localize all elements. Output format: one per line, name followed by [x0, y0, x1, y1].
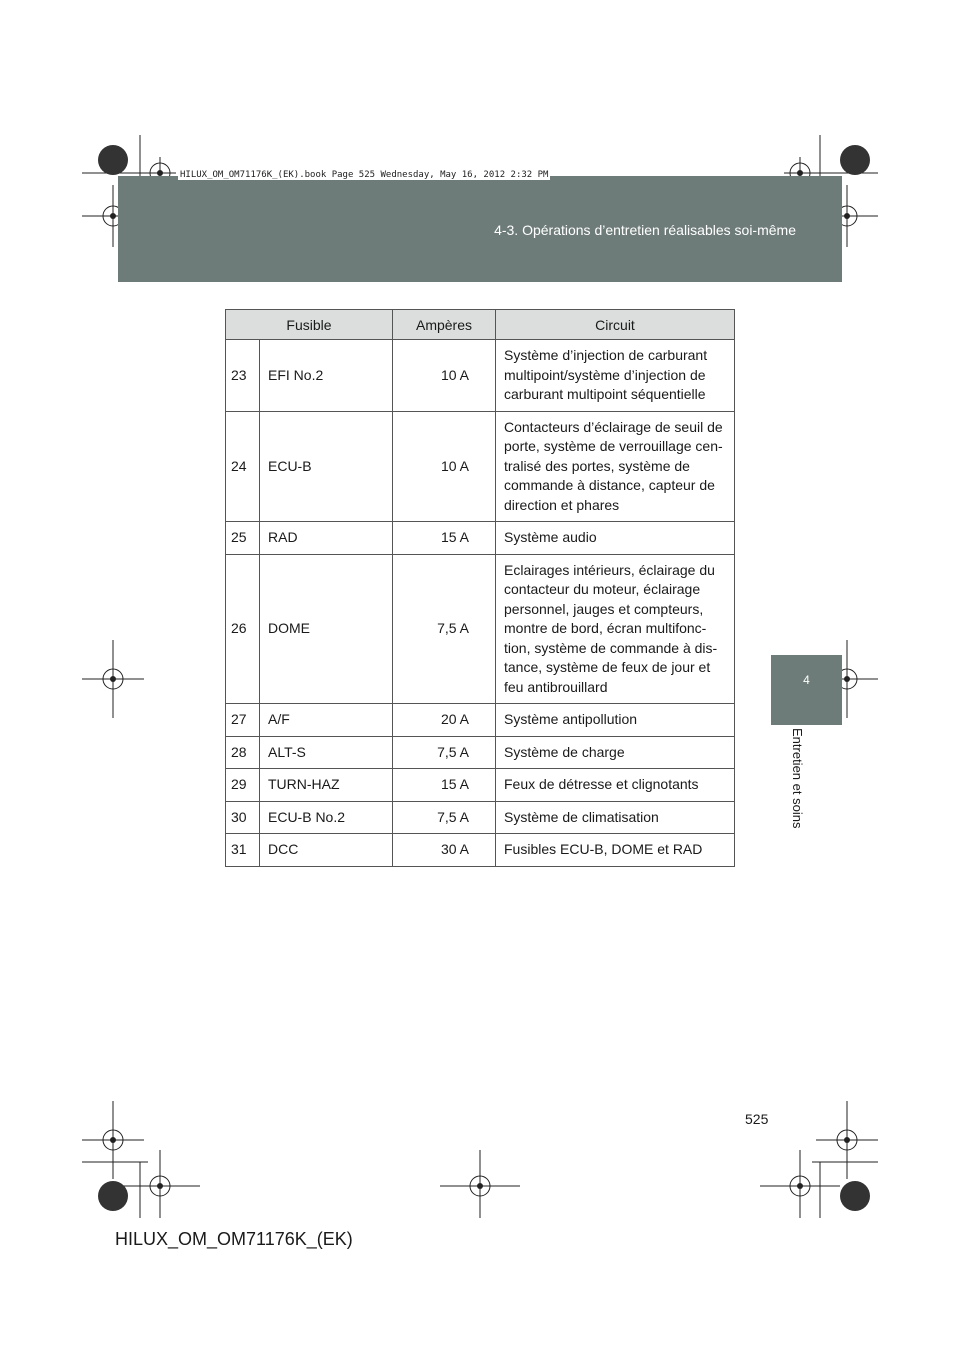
header-fuse: Fusible [226, 310, 393, 340]
table-row [226, 704, 735, 737]
fuse-number: 25 [226, 522, 260, 555]
table-row [226, 554, 735, 704]
fuse-number: 23 [226, 340, 260, 412]
fuse-name: ALT-S [260, 736, 393, 769]
fuse-name: ECU-B [260, 411, 393, 522]
fuse-table [225, 309, 735, 867]
fuse-number: 29 [226, 769, 260, 802]
fuse-amps: 10 A [393, 411, 496, 522]
fuse-circuit: Système audio [496, 522, 735, 555]
header-circuit: Circuit [496, 310, 735, 340]
table-header-row [226, 310, 735, 340]
fuse-amps: 15 A [393, 522, 496, 555]
fuse-circuit: Système d’injection de carburant multipoint/système d’injection de carburant multipoint séquentielle [496, 340, 735, 412]
fuse-number: 26 [226, 554, 260, 704]
fuse-number: 27 [226, 704, 260, 737]
section-title: 4-3. Opérations d’entretien réalisables soi-même [494, 222, 796, 238]
fuse-amps: 10 A [393, 340, 496, 412]
table-row [226, 801, 735, 834]
chapter-label-wrap [790, 728, 810, 848]
header-band [118, 176, 842, 282]
fuse-circuit: Feux de détresse et clignotants [496, 769, 735, 802]
chapter-number: 4 [803, 673, 810, 687]
fuse-number: 28 [226, 736, 260, 769]
fuse-number: 31 [226, 834, 260, 867]
table-row [226, 769, 735, 802]
table-row [226, 522, 735, 555]
fuse-circuit: Eclairages intérieurs, éclairage du contacteur du moteur, éclairage personnel, jauges et compteurs, montre de bord, écran multifonc-tion, système de commande à dis-tance, système de feux de jour et feu antibrouillard [496, 554, 735, 704]
fuse-amps: 7,5 A [393, 736, 496, 769]
page-number: 525 [745, 1111, 769, 1127]
table-row [226, 340, 735, 412]
chapter-tab [771, 655, 842, 725]
fuse-amps: 7,5 A [393, 554, 496, 704]
table-row [226, 411, 735, 522]
table-row [226, 834, 735, 867]
fuse-name: DOME [260, 554, 393, 704]
fuse-amps: 20 A [393, 704, 496, 737]
fuse-name: TURN-HAZ [260, 769, 393, 802]
header-amps: Ampères [393, 310, 496, 340]
fuse-name: DCC [260, 834, 393, 867]
fuse-amps: 30 A [393, 834, 496, 867]
fuse-name: A/F [260, 704, 393, 737]
fuse-name: EFI No.2 [260, 340, 393, 412]
fuse-circuit: Fusibles ECU-B, DOME et RAD [496, 834, 735, 867]
fuse-amps: 7,5 A [393, 801, 496, 834]
fuse-amps: 15 A [393, 769, 496, 802]
chapter-label: Entretien et soins [790, 728, 805, 829]
document-code: HILUX_OM_OM71176K_(EK) [115, 1229, 353, 1249]
book-stamp: HILUX_OM_OM71176K_(EK).book Page 525 Wednesday, May 16, 2012 2:32 PM [180, 170, 549, 180]
fuse-name: RAD [260, 522, 393, 555]
fuse-circuit: Système de charge [496, 736, 735, 769]
table-row [226, 736, 735, 769]
fuse-circuit: Système antipollution [496, 704, 735, 737]
fuse-circuit: Système de climatisation [496, 801, 735, 834]
fuse-name: ECU-B No.2 [260, 801, 393, 834]
fuse-circuit: Contacteurs d’éclairage de seuil de porte, système de verrouillage cen-tralisé des portes, système de commande à distance, capteur de direction et phares [496, 411, 735, 522]
fuse-number: 30 [226, 801, 260, 834]
fuse-number: 24 [226, 411, 260, 522]
